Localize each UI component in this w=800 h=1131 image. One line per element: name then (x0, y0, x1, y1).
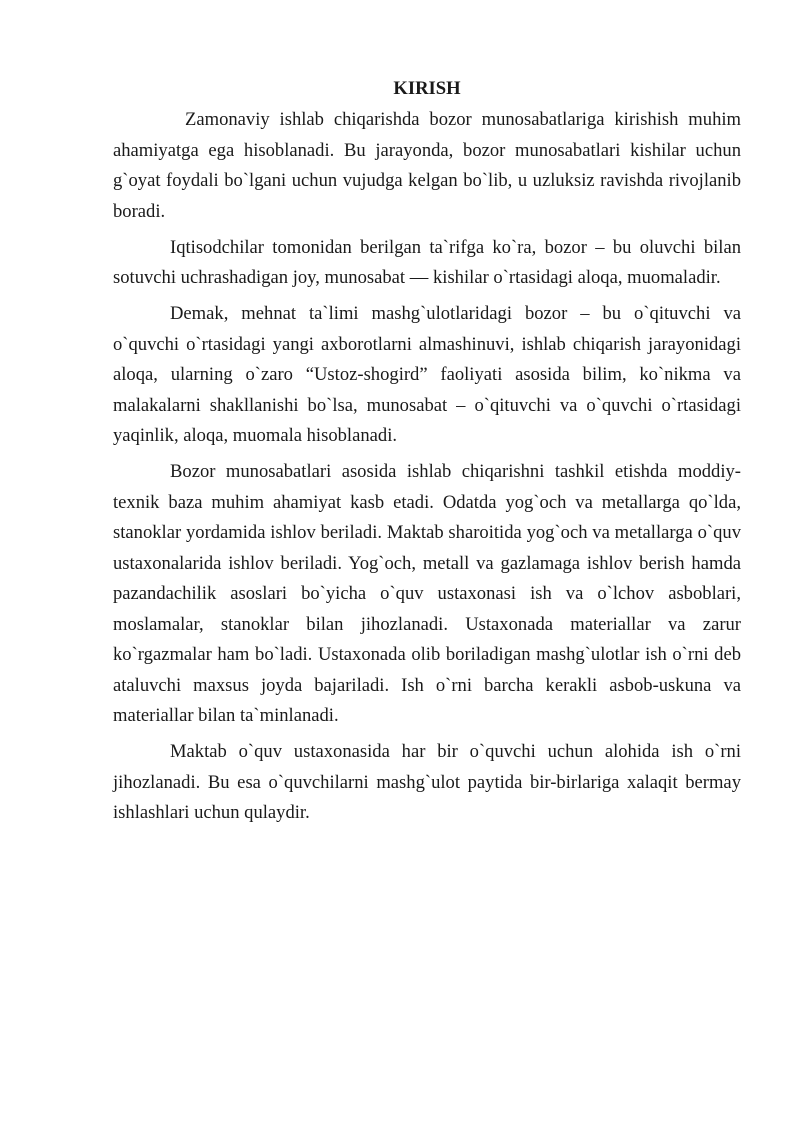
paragraph-5: Maktab o`quv ustaxonasida har bir o`quvchi uchun alohida ish o`rni jihozlanadi. Bu esa o`quvchilarni mashg`ulot paytida bir-birlariga xalaqit bermay ishlashlari uchun qulaydir. (113, 741, 741, 823)
paragraph-3: Demak, mehnat ta`limi mashg`ulotlaridagi bozor – bu o`qituvchi va o`quvchi o`rtasidagi yangi axborotlarni almashinuvi, ishlab chiqarish jarayonidagi aloqa, ularning o`zaro “Ustoz-shogird” faoliyati asosida bilim, ko`nikma va malakalarni shakllanishi bo`lsa, munosabat – o`qituvchi va o`quvchi o`rtasidagi yaqinlik, aloqa, muomala hisoblanadi. (113, 303, 741, 446)
paragraph-4: Bozor munosabatlari asosida ishlab chiqarishni tashkil etishda moddiy-texnik baza muhim ahamiyat kasb etadi. Odatda yog`och va metallarga qo`lda, stanoklar yordamida ishlov beriladi. Maktab sharoitida yog`och va metallarga o`quv ustaxonalarida ishlov beriladi. Yog`och, metall va gazlamaga ishlov berish hamda pazandachilik asoslari bo`yicha o`quv ustaxonasi ish va o`lchov asboblari, moslamalar, stanoklar bilan jihozlanadi. Ustaxonada materiallar va zarur ko`rgazmalar ham bo`ladi. Ustaxonada olib boriladigan mashg`ulotlar ish o`rni deb ataluvchi maxsus joyda bajariladi. Ish o`rni barcha kerakli asbob-uskuna va materiallar bilan ta`minlanadi. (113, 461, 741, 726)
document-title: KIRISH (393, 78, 461, 99)
paragraph-2: Iqtisodchilar tomonidan berilgan ta`rifga ko`ra, bozor – bu oluvchi bilan sotuvchi uchrashadigan joy, munosabat — kishilar o`rtasidagi aloqa, muomaladir. (113, 236, 741, 288)
paragraph-1: Zamonaviy ishlab chiqarishda bozor munosabatlariga kirishish muhim ahamiyatga ega hisoblanadi. Bu jarayonda, bozor munosabatlari kishilar uchun g`oyat foydali bo`lgani uchun vujudga kelgan bo`lib, u uzluksiz ravishda rivojlanib boradi. (113, 109, 741, 222)
document-body (113, 74, 741, 834)
